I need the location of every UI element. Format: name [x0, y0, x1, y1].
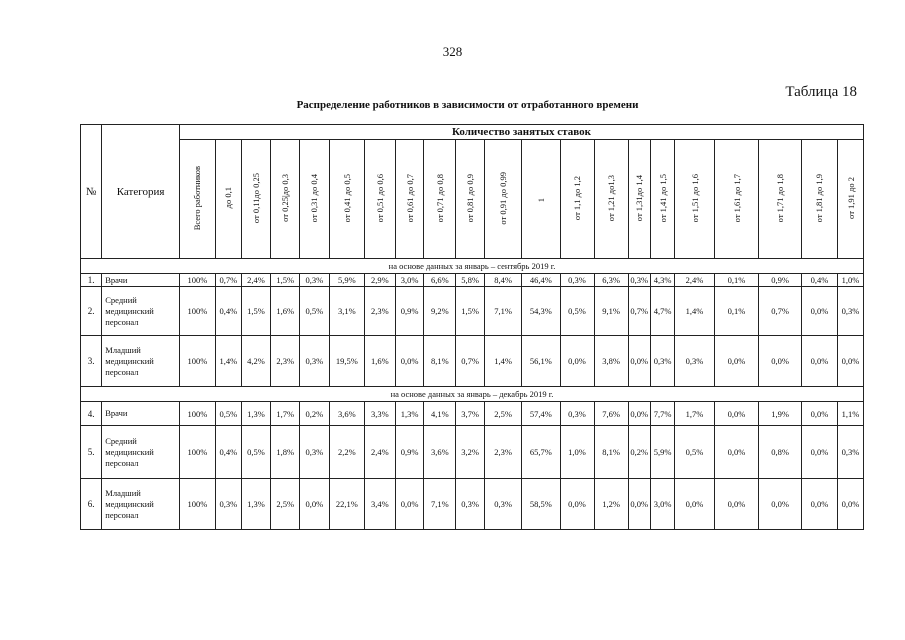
- table-cell: 4,7%: [650, 287, 674, 336]
- table-cell: 0,3%: [300, 274, 330, 287]
- table-cell: 2,3%: [271, 336, 300, 387]
- table-cell: 0,8%: [759, 426, 802, 479]
- row-category: Врачи: [102, 402, 180, 426]
- table-cell: 7,1%: [424, 479, 456, 530]
- column-header-label: от 1,81 до 1,9: [814, 173, 825, 223]
- table-cell: 100%: [179, 287, 215, 336]
- table-cell: 0,0%: [801, 336, 837, 387]
- table-cell: 0,3%: [628, 274, 650, 287]
- table-cell: 0,0%: [801, 287, 837, 336]
- table-cell: 0,0%: [628, 402, 650, 426]
- column-header-label: от 0,51 до 0,6: [374, 173, 385, 223]
- table-cell: 0,5%: [675, 426, 714, 479]
- table-cell: 0,0%: [714, 479, 759, 530]
- table-cell: 3,6%: [329, 402, 364, 426]
- column-header: [838, 140, 864, 259]
- table-cell: 1,6%: [271, 287, 300, 336]
- header-category: Категория: [102, 125, 180, 259]
- table-cell: 0,3%: [456, 479, 485, 530]
- column-header: [216, 140, 242, 259]
- table-cell: 1,9%: [759, 402, 802, 426]
- table-cell: 0,3%: [675, 336, 714, 387]
- page-number: 328: [442, 44, 463, 59]
- table-cell: 100%: [179, 336, 215, 387]
- table-cell: 1,0%: [838, 274, 864, 287]
- row-number: 1.: [81, 274, 102, 287]
- table-cell: 2,4%: [675, 274, 714, 287]
- table-cell: 46,4%: [522, 274, 560, 287]
- table-cell: 0,3%: [560, 274, 594, 287]
- table-cell: 0,5%: [300, 287, 330, 336]
- table-cell: 56,1%: [522, 336, 560, 387]
- column-header: [329, 140, 364, 259]
- column-header: [628, 140, 650, 259]
- table-row: [81, 479, 864, 530]
- row-category: Средний медицинский персонал: [102, 426, 180, 479]
- column-header-label: от 1,21 до1,3: [606, 174, 617, 222]
- table-cell: 5,8%: [456, 274, 485, 287]
- table-cell: 1,3%: [395, 402, 424, 426]
- table-cell: 3,8%: [594, 336, 628, 387]
- table-cell: 0,2%: [300, 402, 330, 426]
- table-cell: 0,7%: [759, 287, 802, 336]
- table-cell: 0,0%: [714, 336, 759, 387]
- table-cell: 1,6%: [364, 336, 395, 387]
- table-cell: 0,0%: [628, 336, 650, 387]
- column-header-label: от 1,71 до 1,8: [775, 173, 786, 223]
- table-cell: 2,5%: [271, 479, 300, 530]
- column-header-label: от 1,61 до 1,7: [731, 173, 742, 223]
- column-header: [395, 140, 424, 259]
- distribution-table: [80, 124, 864, 530]
- table-cell: 0,3%: [838, 426, 864, 479]
- table-cell: 0,0%: [560, 336, 594, 387]
- table-cell: 0,7%: [456, 336, 485, 387]
- table-caption: Распределение работников в зависимости от отработанного времени: [296, 99, 639, 111]
- table-cell: 5,9%: [650, 426, 674, 479]
- table-row: [81, 336, 864, 387]
- row-category: Врачи: [102, 274, 180, 287]
- table-cell: 0,3%: [485, 479, 522, 530]
- table-row: [81, 274, 864, 287]
- table-cell: 54,3%: [522, 287, 560, 336]
- row-number: 6.: [81, 479, 102, 530]
- table-cell: 100%: [179, 479, 215, 530]
- table-cell: 0,3%: [216, 479, 242, 530]
- column-header: [522, 140, 560, 259]
- table-cell: 2,4%: [364, 426, 395, 479]
- table-cell: 1,7%: [675, 402, 714, 426]
- table-cell: 5,9%: [329, 274, 364, 287]
- table-cell: 3,6%: [424, 426, 456, 479]
- table-cell: 0,9%: [759, 274, 802, 287]
- table-cell: 0,0%: [759, 479, 802, 530]
- table-cell: 2,4%: [241, 274, 271, 287]
- table-cell: 0,3%: [300, 426, 330, 479]
- column-header: [424, 140, 456, 259]
- column-header: [801, 140, 837, 259]
- table-cell: 0,1%: [714, 287, 759, 336]
- column-header: [364, 140, 395, 259]
- table-cell: 57,4%: [522, 402, 560, 426]
- table-cell: 3,4%: [364, 479, 395, 530]
- column-header-label: до 0,1: [223, 187, 234, 209]
- header-num: №: [81, 125, 102, 259]
- column-header: [271, 140, 300, 259]
- column-header: [300, 140, 330, 259]
- table-cell: 0,0%: [628, 479, 650, 530]
- table-cell: 1,5%: [241, 287, 271, 336]
- column-header: [650, 140, 674, 259]
- table-cell: 0,0%: [300, 479, 330, 530]
- table-cell: 22,1%: [329, 479, 364, 530]
- table-row: [81, 426, 864, 479]
- row-number: 2.: [81, 287, 102, 336]
- table-cell: 0,0%: [801, 479, 837, 530]
- table-cell: 19,5%: [329, 336, 364, 387]
- column-header-label: от 1,41 до 1,5: [657, 173, 668, 223]
- table-cell: 3,7%: [456, 402, 485, 426]
- table-cell: 0,0%: [675, 479, 714, 530]
- row-number: 3.: [81, 336, 102, 387]
- table-cell: 3,3%: [364, 402, 395, 426]
- table-cell: 0,4%: [216, 287, 242, 336]
- column-header-label: от 0,25|до 0,3: [280, 174, 291, 222]
- table-cell: 58,5%: [522, 479, 560, 530]
- section-title: на основе данных за январь – декабрь 2019 г.: [81, 387, 864, 402]
- table-cell: 1,4%: [675, 287, 714, 336]
- table-cell: 0,0%: [838, 336, 864, 387]
- table-cell: 8,1%: [424, 336, 456, 387]
- column-header-label: от 0,31 до 0,4: [309, 173, 320, 223]
- table-cell: 1,1%: [838, 402, 864, 426]
- table-cell: 1,2%: [594, 479, 628, 530]
- table-cell: 1,5%: [271, 274, 300, 287]
- column-header: [560, 140, 594, 259]
- section-title: на основе данных за январь – сентябрь 2019 г.: [81, 259, 864, 274]
- table-cell: 2,3%: [485, 426, 522, 479]
- table-cell: 100%: [179, 426, 215, 479]
- table-cell: 0,0%: [560, 479, 594, 530]
- row-category: Младший медицинский персонал: [102, 479, 180, 530]
- table-cell: 2,5%: [485, 402, 522, 426]
- column-header-label: от 0,91 до 0,99: [498, 171, 509, 225]
- table-cell: 0,9%: [395, 426, 424, 479]
- table-cell: 0,5%: [560, 287, 594, 336]
- table-cell: 0,0%: [714, 426, 759, 479]
- table-cell: 3,1%: [329, 287, 364, 336]
- column-header: [675, 140, 714, 259]
- table-cell: 1,3%: [241, 402, 271, 426]
- table-cell: 0,2%: [628, 426, 650, 479]
- table-cell: 0,3%: [650, 336, 674, 387]
- table-label: Таблица 18: [785, 84, 857, 100]
- table-cell: 0,1%: [714, 274, 759, 287]
- table-cell: 8,4%: [485, 274, 522, 287]
- table-row: [81, 402, 864, 426]
- table-cell: 0,5%: [216, 402, 242, 426]
- column-header: [759, 140, 802, 259]
- column-header: [456, 140, 485, 259]
- column-header-label: от 0,41 до 0,5: [341, 173, 352, 223]
- table-cell: 0,3%: [560, 402, 594, 426]
- table-cell: 0,5%: [241, 426, 271, 479]
- table-cell: 4,2%: [241, 336, 271, 387]
- table-cell: 1,3%: [241, 479, 271, 530]
- row-category: Средний медицинский персонал: [102, 287, 180, 336]
- column-header-label: от 0,61 до 0,7: [404, 173, 415, 223]
- table-cell: 0,0%: [395, 336, 424, 387]
- table-cell: 0,0%: [801, 402, 837, 426]
- table-cell: 3,2%: [456, 426, 485, 479]
- table-cell: 0,0%: [801, 426, 837, 479]
- table-cell: 2,3%: [364, 287, 395, 336]
- table-cell: 0,7%: [216, 274, 242, 287]
- column-header-label: от 0,81 до 0,9: [465, 173, 476, 223]
- table-cell: 0,0%: [759, 336, 802, 387]
- table-cell: 7,1%: [485, 287, 522, 336]
- table-cell: 2,9%: [364, 274, 395, 287]
- table-cell: 0,4%: [216, 426, 242, 479]
- table-row: [81, 287, 864, 336]
- table-cell: 1,7%: [271, 402, 300, 426]
- table-cell: 4,1%: [424, 402, 456, 426]
- table-cell: 9,1%: [594, 287, 628, 336]
- table-cell: 3,0%: [395, 274, 424, 287]
- table-cell: 1,0%: [560, 426, 594, 479]
- table-cell: 2,2%: [329, 426, 364, 479]
- column-header-label: от 1,51 до 1,6: [689, 173, 700, 223]
- column-header: [179, 140, 215, 259]
- table-cell: 0,9%: [395, 287, 424, 336]
- table-cell: 9,2%: [424, 287, 456, 336]
- column-header-label: Всего работников: [192, 165, 203, 231]
- table-cell: 0,3%: [838, 287, 864, 336]
- table-cell: 6,3%: [594, 274, 628, 287]
- header-group: Количество занятых ставок: [179, 125, 863, 140]
- table-cell: 1,4%: [216, 336, 242, 387]
- column-header-label: от 1,91 до 2: [845, 177, 856, 219]
- table-cell: 65,7%: [522, 426, 560, 479]
- table-cell: 100%: [179, 402, 215, 426]
- column-header: [241, 140, 271, 259]
- table-cell: 0,3%: [300, 336, 330, 387]
- table-cell: 8,1%: [594, 426, 628, 479]
- column-header: [485, 140, 522, 259]
- row-number: 4.: [81, 402, 102, 426]
- column-header-label: 1: [535, 197, 546, 202]
- table-cell: 7,6%: [594, 402, 628, 426]
- table-cell: 0,0%: [838, 479, 864, 530]
- table-cell: 7,7%: [650, 402, 674, 426]
- table-cell: 0,0%: [395, 479, 424, 530]
- table-cell: 0,4%: [801, 274, 837, 287]
- column-header-label: от 0,71 до 0,8: [434, 173, 445, 223]
- table-cell: 100%: [179, 274, 215, 287]
- table-cell: 3,0%: [650, 479, 674, 530]
- table-cell: 1,8%: [271, 426, 300, 479]
- row-number: 5.: [81, 426, 102, 479]
- column-header: [714, 140, 759, 259]
- table-cell: 0,7%: [628, 287, 650, 336]
- column-header-label: от 1,31до 1,4: [634, 174, 645, 222]
- table-cell: 4,3%: [650, 274, 674, 287]
- row-category: Младший медицинский персонал: [102, 336, 180, 387]
- table-cell: 1,4%: [485, 336, 522, 387]
- column-header-label: от 1,1 до 1,2: [572, 175, 583, 221]
- table-cell: 1,5%: [456, 287, 485, 336]
- column-header-label: от 0,11до 0,25: [250, 172, 261, 224]
- column-header: [594, 140, 628, 259]
- table-cell: 6,6%: [424, 274, 456, 287]
- table-cell: 0,0%: [714, 402, 759, 426]
